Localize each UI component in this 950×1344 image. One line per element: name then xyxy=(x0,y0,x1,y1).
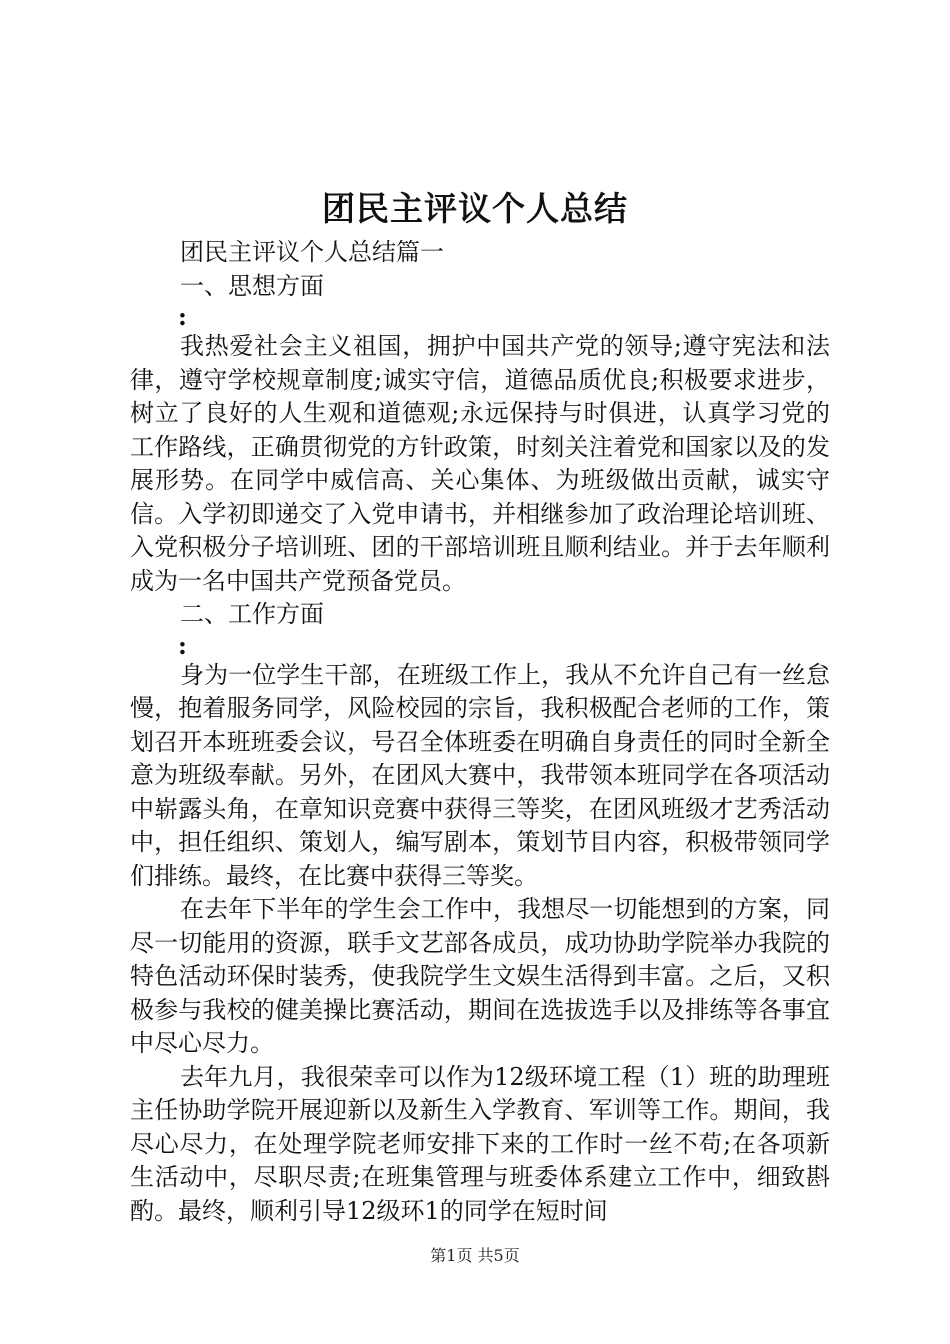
paragraph-thought: 我热爱社会主义祖国，拥护中国共产党的领导;遵守宪法和法律，遵守学校规章制度;诚实守信，道德品质优良;积极要求进步，树立了良好的人生观和道德观;永远保持与时俱进，认真学习党的工作路线，正确贯彻党的方针政策，时刻关注着党和国家以及的发展形势。在同学中威信高、关心集体、为班级做出贡献，诚实守信。入学初即递交了入党申请书，并相继参加了政治理论培训班、入党积极分子培训班、团的干部培训班且顺利结业。并于去年顺利成为一名中国共产党预备党员。 xyxy=(130,332,830,595)
page-number-footer: 第1页 共5页 xyxy=(430,1246,520,1265)
section-heading-thought: 一、思想方面 xyxy=(180,271,324,300)
paragraph-work-1: 身为一位学生干部，在班级工作上，我从不允许自己有一丝怠慢，抱着服务同学，风险校园的宗旨，我积极配合老师的工作，策划召开本班班委会议，号召全体班委在明确自身责任的同时全新全意为班级奉献。另外，在团风大赛中，我带领本班同学在各项活动中崭露头角，在章知识竞赛中获得三等奖，在团风班级才艺秀活动中，担任组织、策划人，编写剧本，策划节目内容，积极带领同学们排练。最终，在比赛中获得三等奖。 xyxy=(130,660,830,890)
section-heading-work: 二、工作方面 xyxy=(180,600,324,628)
section-colon: : xyxy=(178,630,187,660)
paragraph-work-3: 去年九月，我很荣幸可以作为12级环境工程（1）班的助理班主任协助学院开展迎新以及新生入学教育、军训等工作。期间，我尽心尽力，在处理学院老师安排下来的工作时一丝不苟;在各项新生活动中，尽职尽责;在班集管理与班委体系建立工作中，细致斟酌。最终，顺利引导12级环1的同学在短时间 xyxy=(130,1062,830,1225)
paragraph-work-2: 在去年下半年的学生会工作中，我想尽一切能想到的方案，同尽一切能用的资源，联手文艺部各成员，成功协助学院举办我院的特色活动环保时装秀，使我院学生文娱生活得到丰富。之后，又积极参与我校的健美操比赛活动，期间在选拔选手以及排练等各事宜中尽心尽力。 xyxy=(130,895,830,1057)
section-colon: : xyxy=(178,302,187,331)
document-title: 团民主评议个人总结 xyxy=(322,189,628,228)
document-subtitle: 团民主评议个人总结篇一 xyxy=(180,238,444,266)
document-body xyxy=(130,236,830,1228)
